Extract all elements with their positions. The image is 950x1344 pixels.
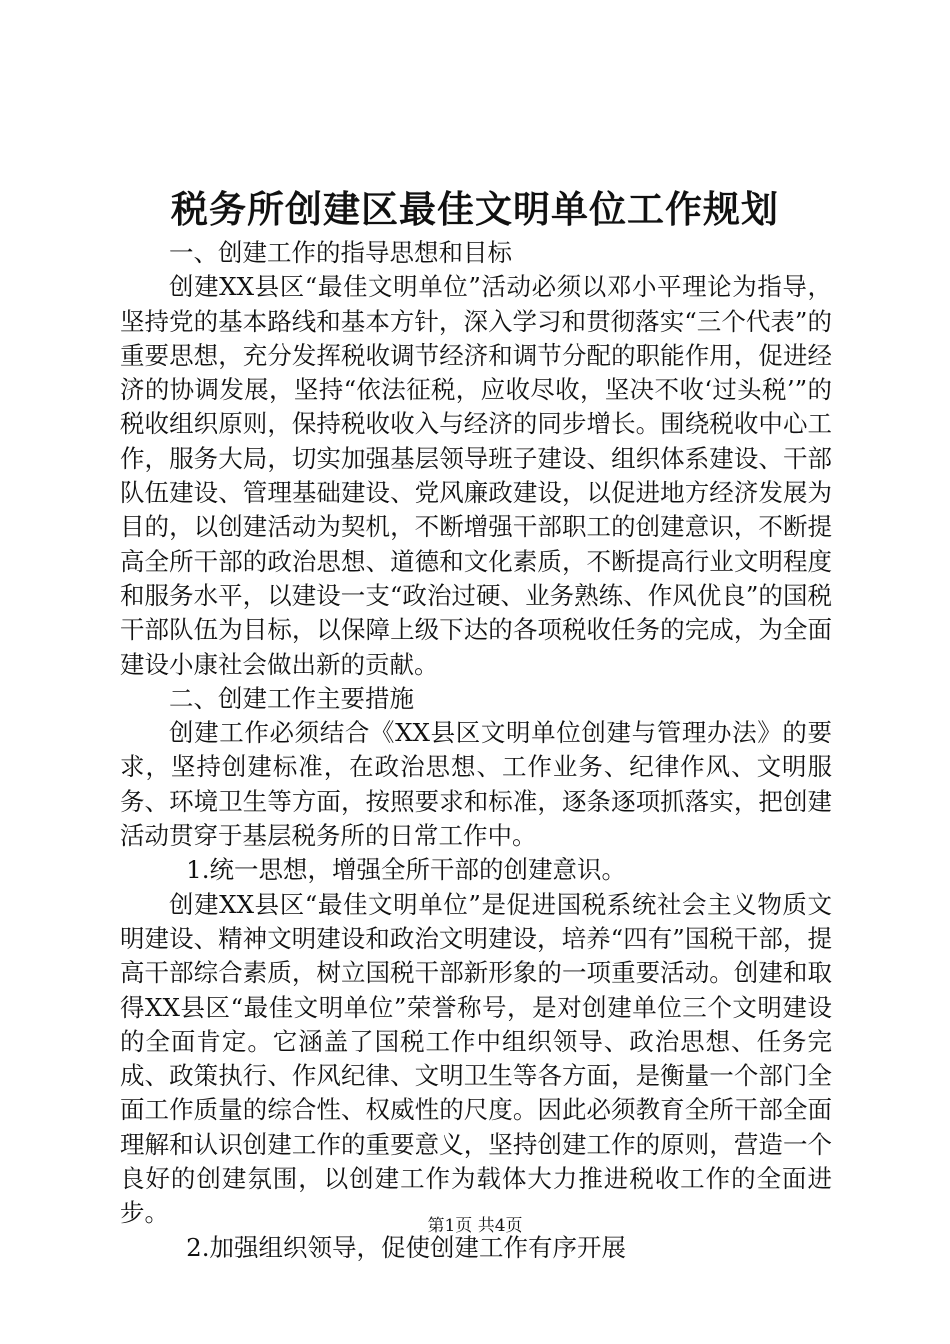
paragraph-unify-thinking: 创建XX县区“最佳文明单位”是促进国税系统社会主义物质文明建设、精神文明建设和政治文明建设，培养“四有”国税干部，提高干部综合素质，树立国税干部新形象的一项重要活动。创建和取得XX县区“最佳文明单位”荣誉称号，是对创建单位三个文明建设的全面肯定。它涵盖了国税工作中组织领导、政治思想、任务完成、政策执行、作风纪律、文明卫生等各方面，是衡量一个部门全面工作质量的综合性、权威性的尺度。因此必须教育全所干部全面理解和认识创建工作的重要意义，坚持创建工作的原则，营造一个良好的创建氛围，以创建工作为载体大力推进税收工作的全面进步。 bbox=[120, 889, 832, 1228]
subheading-1: 1.统一思想，增强全所干部的创建意识。 bbox=[186, 855, 627, 885]
subheading-2: 2.加强组织领导，促使创建工作有序开展 bbox=[186, 1232, 627, 1262]
document-title: 税务所创建区最佳文明单位工作规划 bbox=[171, 187, 779, 231]
section-heading-2: 二、创建工作主要措施 bbox=[169, 683, 414, 713]
paragraph-guiding-ideology: 创建XX县区“最佳文明单位”活动必须以邓小平理论为指导，坚持党的基本路线和基本方针，深入学习和贯彻落实“三个代表”的重要思想，充分发挥税收调节经济和调节分配的职能作用，促进经济的协调发展，坚持“依法征税，应收尽收，坚决不收‘过头税’”的税收组织原则，保持税收收入与经济的同步增长。围绕税收中心工作，服务大局，切实加强基层领导班子建设、组织体系建设、干部队伍建设、管理基础建设、党风廉政建设，以促进地方经济发展为目的，以创建活动为契机，不断增强干部职工的创建意识，不断提高全所干部的政治思想、道德和文化素质，不断提高行业文明程度和服务水平，以建设一支“政治过硬、业务熟练、作风优良”的国税干部队伍为目标，以保障上级下达的各项税收任务的完成，为全面建设小康社会做出新的贡献。 bbox=[120, 272, 832, 679]
page-number: 第1页 共4页 bbox=[427, 1216, 523, 1236]
section-heading-1: 一、创建工作的指导思想和目标 bbox=[169, 238, 512, 267]
paragraph-measures: 创建工作必须结合《XX县区文明单位创建与管理办法》的要求，坚持创建标准，在政治思想、工作业务、纪律作风、文明服务、环境卫生等方面，按照要求和标准，逐条逐项抓落实，把创建活动贯穿于基层税务所的日常工作中。 bbox=[120, 718, 832, 851]
document-body bbox=[120, 236, 832, 1265]
